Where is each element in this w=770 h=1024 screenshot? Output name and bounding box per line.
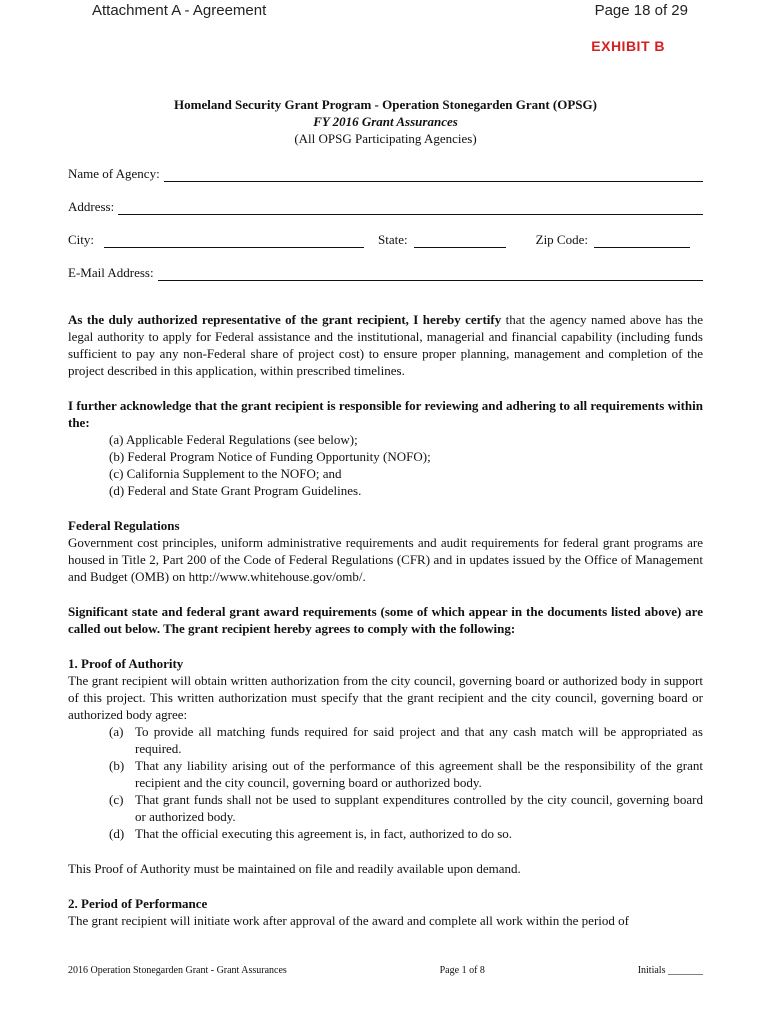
period-text: The grant recipient will initiate work after approval of the award and complete all work within the period of: [68, 913, 629, 928]
item-marker: (c): [109, 792, 124, 807]
item-text: That any liability arising out of the performance of this agreement shall be the responsibility of the grant recipient and the city council, governing board or authorized body.: [135, 758, 703, 790]
city-line[interactable]: [104, 234, 364, 248]
list-item: [68, 757, 703, 791]
document-body: [68, 96, 703, 929]
document-title: Homeland Security Grant Program - Operation Stonegarden Grant (OPSG): [174, 97, 597, 112]
footer-page: Page 1 of 8: [439, 965, 485, 976]
exhibit-label: EXHIBIT B: [591, 38, 665, 54]
list-item: [68, 825, 703, 842]
agency-line[interactable]: [164, 168, 703, 182]
agency-label: Name of Agency:: [68, 166, 160, 181]
email-line[interactable]: [158, 267, 703, 281]
item-marker: (d): [109, 826, 125, 841]
item-text: To provide all matching funds required for said project and that any cash match will be appropriated as required.: [135, 724, 703, 756]
email-field: [68, 264, 703, 281]
certify-paragraph: [68, 311, 703, 379]
list-item: [68, 791, 703, 825]
footer-title: 2016 Operation Stonegarden Grant - Grant Assurances: [68, 965, 287, 976]
list-item: [68, 723, 703, 757]
document-subtitle: FY 2016 Grant Assurances: [313, 114, 458, 129]
document-scope: (All OPSG Participating Agencies): [294, 131, 477, 146]
address-label: Address:: [68, 199, 115, 214]
zip-line[interactable]: [594, 234, 690, 248]
item-marker: (a): [109, 724, 124, 739]
city-label: City:: [68, 232, 95, 247]
acknowledge-list: [68, 431, 703, 499]
proof-note: This Proof of Authority must be maintained on file and readily available upon demand.: [68, 861, 521, 876]
list-item: (d) Federal and State Grant Program Guidelines.: [109, 483, 362, 498]
list-item: (b) Federal Program Notice of Funding Opportunity (NOFO);: [109, 449, 431, 464]
address-field: [68, 198, 703, 215]
item-text: That the official executing this agreement is, in fact, authorized to do so.: [135, 826, 512, 841]
certify-lead: As the duly authorized representative of the grant recipient, I hereby certify: [68, 312, 502, 327]
city-state-zip-row: [68, 231, 703, 248]
federal-text: Government cost principles, uniform administrative requirements and audit requirements for federal grant programs are housed in Title 2, Part 200 of the Code of Federal Regulations (CFR) and in updates issued by the Office of Management and Budget (OMB) on http://www.whitehouse.gov/omb/.: [68, 535, 703, 584]
proof-heading: 1. Proof of Authority: [68, 656, 184, 671]
period-heading: 2. Period of Performance: [68, 896, 208, 911]
page-footer: [68, 965, 703, 976]
zip-label: Zip Code:: [535, 232, 588, 247]
item-marker: (b): [109, 758, 125, 773]
proof-text: The grant recipient will obtain written authorization from the city council, governing board or authorized body in support of this project. This written authorization must specify that the grant recipient and the city council, governing board or authorized body agree:: [68, 673, 703, 722]
list-item: (a) Applicable Federal Regulations (see below);: [109, 432, 358, 447]
federal-heading: Federal Regulations: [68, 518, 180, 533]
page-number-header: Page 18 of 29: [594, 2, 688, 19]
attachment-header: Attachment A - Agreement: [92, 2, 267, 19]
footer-initials: Initials _______: [637, 965, 703, 976]
item-text: That grant funds shall not be used to supplant expenditures controlled by the city council, governing board or authorized body.: [135, 792, 703, 824]
certify-rest: that the agency named above has the legal authority to apply for Federal assistance and the institutional, managerial and financial capability (including funds sufficient to pay any non-Federal share of project cost) to ensure proper planning, management and completion of the project described in this application, within prescribed timelines.: [68, 312, 703, 378]
acknowledge-lead: I further acknowledge that the grant recipient is responsible for reviewing and adhering to all requirements within the:: [68, 398, 703, 430]
proof-list: [68, 723, 703, 842]
list-item: (c) California Supplement to the NOFO; and: [109, 466, 342, 481]
agency-field: [68, 165, 703, 182]
state-label: State:: [378, 232, 408, 247]
address-line[interactable]: [118, 201, 703, 215]
significant-paragraph: Significant state and federal grant award requirements (some of which appear in the documents listed above) are called out below. The grant recipient hereby agrees to comply with the following:: [68, 604, 703, 636]
email-label: E-Mail Address:: [68, 265, 154, 280]
state-line[interactable]: [414, 234, 506, 248]
